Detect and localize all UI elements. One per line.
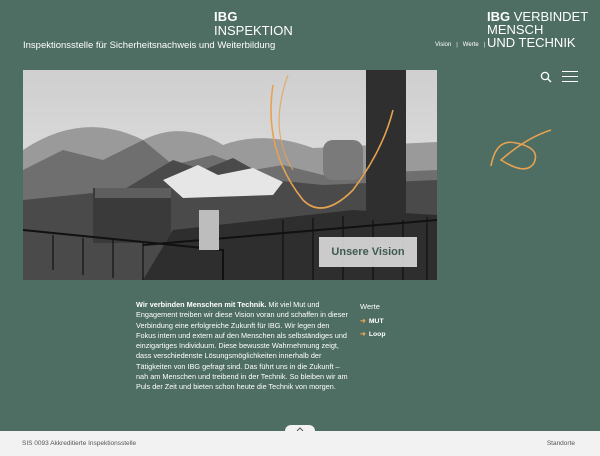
nav-separator: | [483, 42, 486, 48]
value-link-mut[interactable] [360, 317, 385, 325]
tagline: Inspektionsstelle für Sicherheitsnachweis und Weiterbildung [23, 40, 276, 51]
top-mini-nav [435, 42, 485, 48]
search-icon[interactable] [540, 71, 552, 83]
claim-line1: VERBINDET [513, 9, 589, 24]
claim-logo [487, 10, 588, 49]
logo-sub: INSPEKTION [214, 23, 293, 38]
vision-lead: Wir verbinden Menschen mit Technik. [136, 300, 267, 309]
hamburger-menu-icon[interactable] [562, 71, 578, 83]
vision-body: Mit viel Mut und Engagement treiben wir diese Vision voran und schaffen in dieser Verbindung eine erfolgreiche Zukunft für IBG. Wir legen den Fokus intern und extern auf den Menschen als selbständiges und einzigartiges Individuum. Diese bewusste Wahrnehmung zeigt, dass verschiedenste Lösungsmöglichkeiten innerhalb der Tätigkeiten von IBG gefragt sind. Das führt uns in die Zukunft – nah am Menschen und treibend in der Technik. So bleiben wir am Puls der Zeit und bieten schon heute die Technik von morgen. [136, 300, 348, 392]
logo-brand: IBG [214, 9, 238, 24]
value-link-loop[interactable] [360, 330, 385, 338]
orange-loop-decoration [486, 118, 556, 178]
our-vision-button[interactable]: Unsere Vision [319, 237, 417, 267]
claim-line3: UND TECHNIK [487, 35, 576, 50]
values-title: Werte [360, 302, 380, 311]
claim-line2: MENSCH [487, 22, 544, 37]
vision-text [136, 300, 348, 393]
value-label: MUT [368, 317, 384, 325]
arrow-right-icon: ➜ [360, 331, 366, 338]
nav-link-werte[interactable]: Werte [462, 42, 479, 48]
footer-accreditation: SIS 0093 Akkreditierte Inspektionsstelle [22, 440, 137, 447]
claim-brand: IBG [487, 9, 511, 24]
ibg-inspektion-logo[interactable] [214, 10, 293, 37]
nav-link-vision[interactable]: Vision [435, 42, 452, 48]
values-list [360, 302, 385, 343]
arrow-right-icon: ➜ [360, 318, 366, 325]
footer-locations-link[interactable]: Standorte [546, 440, 575, 447]
footer-bar [0, 431, 600, 456]
nav-separator: | [456, 42, 458, 48]
value-label: Loop [368, 330, 386, 338]
